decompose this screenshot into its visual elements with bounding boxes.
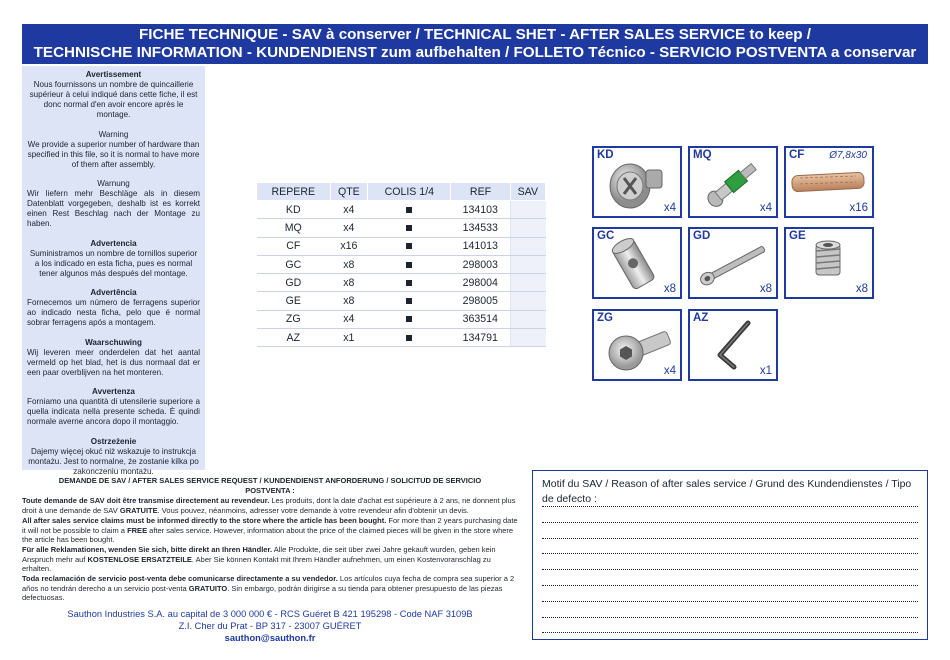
sav-de-text2: . Aber Sie können Kontakt mit Ihrem Händler aufnehmen, um einen Kostenvoranschlag zu erhalten. (22, 554, 491, 574)
part-code: ZG (597, 312, 613, 324)
table-row (257, 274, 546, 292)
warning-title: Advertência (90, 288, 137, 297)
col-header-qte: QTE (330, 183, 368, 201)
part-qty: x8 (663, 283, 676, 295)
sav-es-bold: Toda reclamación de servicio post-venta debe comunicarse directamente a su vendedor. (22, 574, 338, 584)
cell-sav[interactable] (510, 329, 545, 347)
warning-fr (27, 70, 200, 120)
cell-qte: x1 (330, 329, 368, 347)
warning-text: Forniamo una quantità di utensilerie superiore a quella indicata nella presente scheda. È quindi normale averne ancora dopo il montaggio. (27, 397, 200, 426)
cell-ref: 363514 (451, 310, 510, 328)
part-card-zg (592, 309, 682, 381)
cell-colis (368, 237, 451, 255)
sav-title-line1: DEMANDE DE SAV / AFTER SALES SERVICE REQUEST / KUNDENDIENST ANFORDERUNG / SOLICITUD DE SERVICIO (58, 476, 482, 485)
warning-nl (27, 338, 200, 378)
square-bullet-icon (406, 298, 412, 304)
part-code: KD (597, 149, 614, 161)
table-row (257, 292, 546, 310)
cell-colis (368, 201, 451, 219)
sav-en-text2: after sales service. However, information about the price of the claimed pieces will be given in the store where the article has been bought. (22, 525, 514, 545)
sav-title-line2: POSTVENTA : (245, 485, 295, 495)
cell-repere: ZG (257, 310, 331, 328)
sav-fr-text2: . Vous pouvez, néanmoins, adresser votre demande à votre revendeur afin d'obtenir un devis. (157, 506, 469, 516)
sav-paragraph-de (22, 545, 518, 574)
cell-qte: x8 (330, 292, 368, 310)
sav-reason-box (532, 470, 928, 640)
cell-colis (368, 310, 451, 328)
sav-reason-field[interactable] (542, 477, 918, 507)
cell-sav[interactable] (510, 274, 545, 292)
table-row (257, 201, 546, 219)
part-card-kd (592, 146, 682, 218)
cell-ref: 298004 (451, 274, 510, 292)
square-bullet-icon (406, 280, 412, 286)
cell-colis (368, 329, 451, 347)
col-header-repere: REPERE (257, 183, 331, 201)
cell-sav[interactable] (510, 310, 545, 328)
part-code: AZ (693, 312, 709, 324)
part-qty: x4 (759, 202, 772, 214)
part-qty: x4 (663, 365, 676, 377)
cell-ref: 298003 (451, 255, 510, 273)
cell-qte: x4 (330, 219, 368, 237)
col-header-ref: REF (451, 183, 510, 201)
square-bullet-icon (406, 225, 412, 231)
reason-line[interactable] (542, 618, 918, 634)
reason-line[interactable] (542, 539, 918, 555)
cell-repere: AZ (257, 329, 331, 347)
part-card-cf (784, 146, 874, 218)
company-email[interactable]: sauthon@sauthon.fr (224, 633, 316, 643)
part-card-mq (688, 146, 778, 218)
warning-title: Ostrzeżenie (90, 436, 137, 446)
cell-sav[interactable] (510, 292, 545, 310)
col-header-sav: SAV (510, 183, 545, 201)
reason-line[interactable] (542, 586, 918, 602)
sav-en-text: For more than 2 years purchasing date it will not be possible to claim a (22, 515, 518, 535)
part-qty: x8 (855, 283, 868, 295)
reason-line[interactable] (542, 602, 918, 618)
warning-text: Suministramos un nombre de tornillos superior a los indicado en esta ficha, pues es normal tener algunos más después del montage. (29, 248, 198, 278)
cell-sav[interactable] (510, 219, 545, 237)
company-footer (22, 608, 518, 644)
cell-colis (368, 219, 451, 237)
cell-sav[interactable] (510, 237, 545, 255)
cell-ref: 141013 (451, 237, 510, 255)
cell-repere: KD (257, 201, 331, 219)
cell-qte: x4 (330, 201, 368, 219)
warning-title: Warnung (97, 179, 130, 188)
part-qty: x16 (849, 202, 868, 214)
cell-qte: x16 (330, 237, 368, 255)
reason-line[interactable] (542, 507, 918, 523)
cell-repere: GE (257, 292, 331, 310)
company-address: Z.I. Cher du Prat - BP 317 - 23007 GUÉRET (178, 621, 362, 631)
sav-es-text2: . Sin embargo, podrán dirigirse a su tienda para obtener presupuesto de las piezas defectuosas. (22, 583, 503, 603)
warning-title: Waarschuwing (85, 337, 142, 347)
sav-es-text: Los artículos cuya fecha de compra sea superior a 2 años no tendrán derecho a un servicio post-venta (22, 574, 515, 593)
table-row (257, 329, 546, 347)
square-bullet-icon (406, 207, 412, 213)
part-code: GE (789, 230, 806, 242)
sav-en-bold2: FREE (127, 525, 148, 535)
company-legal: Sauthon Industries S.A. au capital de 3 000 000 € - RCS Guéret B 421 195298 - Code NAF 3109B (67, 609, 473, 619)
warning-title: Advertencia (90, 238, 137, 248)
square-bullet-icon (406, 243, 412, 249)
warning-pl (27, 437, 200, 477)
warning-pt (27, 288, 200, 328)
part-code: GD (693, 230, 711, 242)
warning-title: Warning (98, 129, 129, 139)
cell-colis (368, 255, 451, 273)
part-qty: x8 (759, 283, 772, 295)
warning-text: Wij leveren meer onderdelen dat het aantal vermeld op het blad, het is dus normaal dat er een paar overblijven na het monteren. (27, 347, 200, 377)
reason-line[interactable] (542, 570, 918, 586)
warning-de (27, 179, 200, 229)
sav-fr-text: Les produits, dont la date d'achat est supérieure à 2 ans, ne donnent plus droit à une demande de SAV (22, 496, 516, 516)
cell-ref: 298005 (451, 292, 510, 310)
table-row (257, 310, 546, 328)
warning-text: Dajemy więcej okuć niż wskazuje to instrukcja montażu. Jest to normalne, że zostanie kilka po zakonczeniu montażu. (28, 446, 199, 476)
cell-ref: 134103 (451, 201, 510, 219)
warning-en (27, 130, 200, 170)
part-card-ge (784, 227, 874, 299)
sav-fr-bold2: GRATUITE (119, 506, 158, 516)
square-bullet-icon (406, 316, 412, 322)
header-banner (22, 24, 928, 64)
sav-paragraph-en (22, 516, 518, 545)
part-code: GC (597, 230, 615, 242)
part-qty: x4 (663, 202, 676, 214)
warning-it (27, 387, 200, 427)
square-bullet-icon (406, 335, 412, 341)
warning-es (27, 239, 200, 279)
col-header-colis: COLIS 1/4 (368, 183, 451, 201)
sav-de-bold2: KOSTENLOSE ERSATZTEILE (87, 554, 192, 564)
header-title-line1: FICHE TECHNIQUE - SAV à conserver / TECHNICAL SHET - AFTER SALES SERVICE to keep / (138, 26, 812, 43)
parts-table (256, 182, 546, 347)
cell-qte: x8 (330, 255, 368, 273)
warning-text: Wir liefern mehr Beschläge als in diesem Datenblatt vorgegeben, deshalb ist es korrekt einen Rest Beschlag nach der Montage zu haben. (27, 189, 200, 228)
sav-reason-label: Motif du SAV / Reason of after sales service / Grund des Kundendienstes / Tipo de defecto : (542, 478, 912, 505)
cell-repere: CF (257, 237, 331, 255)
square-bullet-icon (406, 262, 412, 268)
part-card-az (688, 309, 778, 381)
sav-en-bold: All after sales service claims must be informed directly to the store where the article has been bought. (22, 515, 387, 525)
warning-title: Avvertenza (92, 387, 135, 396)
part-code: MQ (693, 149, 712, 161)
part-card-gc (592, 227, 682, 299)
table-row (257, 219, 546, 237)
cell-colis (368, 292, 451, 310)
sav-request-title (22, 476, 518, 495)
warning-text: We provide a superior number of hardware than specified in this file, so it is normal to have more of them after assembly. (27, 139, 200, 169)
cell-repere: GC (257, 255, 331, 273)
part-qty: x1 (759, 365, 772, 377)
sav-paragraph-es (22, 574, 518, 603)
table-header-row (257, 183, 546, 201)
cell-sav[interactable] (510, 201, 545, 219)
warning-text: Fornecemos um número de ferragens superior ao indicado nesta ficha, pelo que é normal sobrar ferragens após a montagem. (27, 298, 200, 327)
sav-de-bold: Für alle Reklamationen, wenden Sie sich, bitte direkt an Ihren Händler. (22, 544, 273, 554)
sav-es-bold2: GRATUITO (188, 583, 228, 593)
cell-repere: GD (257, 274, 331, 292)
warning-title: Avertissement (85, 70, 142, 79)
table-row (257, 255, 546, 273)
reason-line[interactable] (542, 554, 918, 570)
part-dimension: Ø7,8x30 (829, 150, 867, 161)
sav-paragraph-fr (22, 496, 518, 515)
cell-ref: 134791 (451, 329, 510, 347)
part-card-gd (688, 227, 778, 299)
cell-colis (368, 274, 451, 292)
sav-fr-bold: Toute demande de SAV doit être transmise directement au revendeur. (22, 496, 270, 506)
reason-line[interactable] (542, 523, 918, 539)
sav-de-text: Alle Produkte, die seit über zwei Jahre gekauft wurden, geben kein Anspruch mehr auf (22, 544, 496, 564)
header-title-line2: TECHNISCHE INFORMATION - KUNDENDIENST zum aufbehalten / FOLLETO Técnico - SERVICIO POSTVENTA a conservar (33, 44, 917, 61)
cell-qte: x8 (330, 274, 368, 292)
cell-repere: MQ (257, 219, 331, 237)
cell-sav[interactable] (510, 255, 545, 273)
cell-ref: 134533 (451, 219, 510, 237)
part-code: CF (789, 149, 805, 161)
warning-text: Nous fournissons un nombre de quincaillerie supérieur à celui indiqué dans cette fiche, il est donc normal d'en avoir encore après le montage. (29, 80, 198, 119)
warnings-panel (22, 66, 205, 476)
cell-qte: x4 (330, 310, 368, 328)
table-row (257, 237, 546, 255)
sav-request-section (22, 476, 518, 603)
